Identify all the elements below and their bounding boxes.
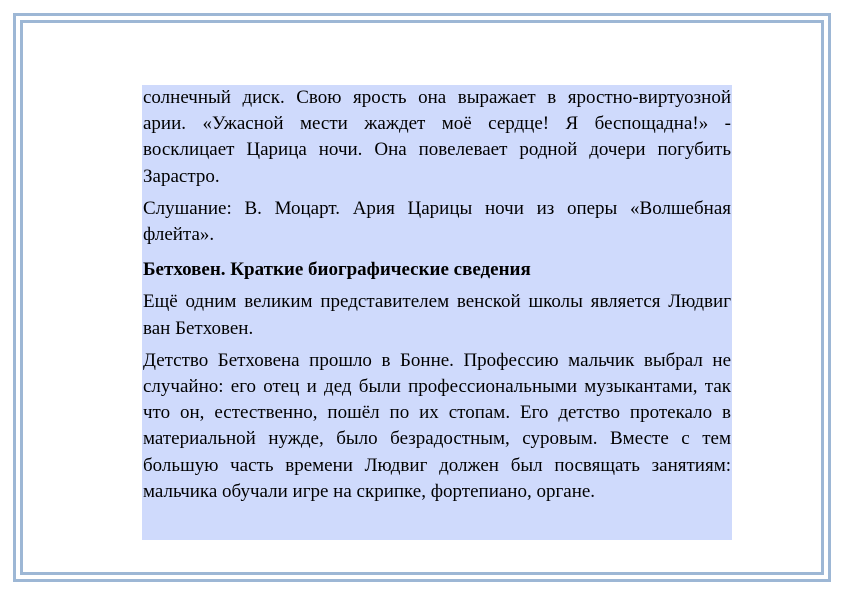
paragraph-beethoven-childhood: Детство Бетховена прошло в Бонне. Профессию мальчик выбрал не случайно: его отец и дед были профессиональными музыкантами, так что он, естественно, пошёл по их стопам. Его детство протекало в материальной нужде, было безрадостным, суровым. Вместе с тем большую часть времени Людвиг должен был посвящать занятиям: мальчика обучали игре на скрипке, фортепиано, органе. <box>143 349 731 502</box>
paragraph-beethoven-intro: Ещё одним великим представителем венской школы является Людвиг ван Бетховен. <box>143 291 731 339</box>
paragraph-queen-of-night: солнечный диск. Свою ярость она выражает в яростно-виртуозной арии. «Ужасной мести жаждет моё сердце! Я беспощадна!» - восклицает Царица ночи. Она повелевает родной дочери погубить Зарастро. <box>143 87 731 187</box>
section-heading: Бетховен. Краткие биографические сведения <box>143 259 531 281</box>
paragraph-listening: Слушание: В. Моцарт. Ария Царицы ночи из оперы «Волшебная флейта». <box>143 197 731 246</box>
text-block <box>142 85 732 540</box>
